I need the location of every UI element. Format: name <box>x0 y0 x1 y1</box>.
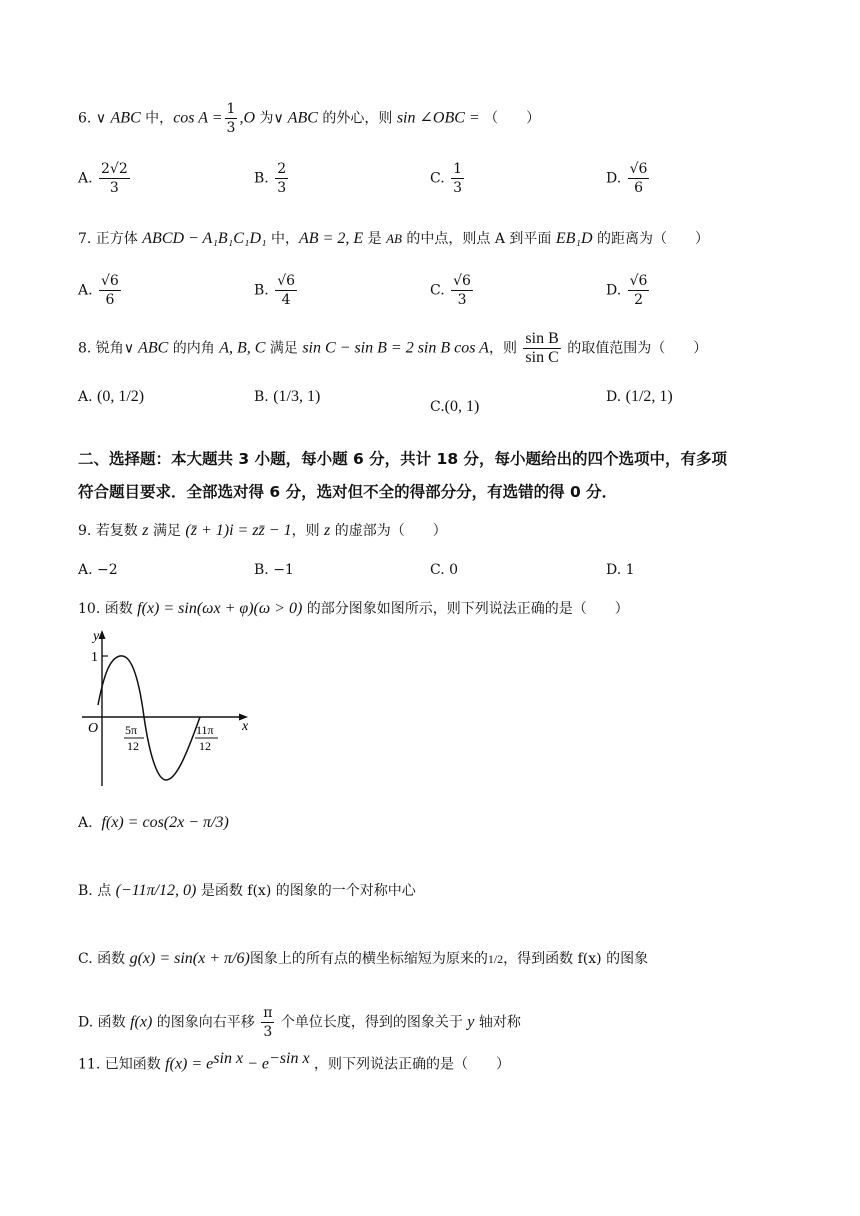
sin-ratio-fraction <box>523 330 560 367</box>
text-segment: 的内角 <box>168 340 220 357</box>
option-label: B. <box>254 170 269 187</box>
q10-option-a <box>78 814 229 832</box>
question-number: 7. 正方体 <box>78 231 143 247</box>
denominator: 6 <box>634 180 644 196</box>
question-number: 9. 若复数 <box>78 523 143 539</box>
text-segment: 是 <box>363 231 387 247</box>
option-label: A. <box>78 815 93 831</box>
x-tick-2-num: 11π <box>196 723 214 737</box>
denominator: 4 <box>281 292 291 308</box>
numerator: 2 <box>277 161 287 177</box>
q9-option-c: C. 0 <box>430 562 459 578</box>
option-label: D. 函数 <box>78 1014 131 1031</box>
interval: (0, 1) <box>444 398 480 415</box>
point-o: ,O <box>239 109 255 127</box>
question-number: 6. <box>78 110 96 127</box>
section-2-line-1: 二、选择题：本大题共 3 小题，每小题 6 分，共计 18 分，每小题给出的四个选项中，有多项 <box>78 450 728 468</box>
denominator: 3 <box>109 180 119 196</box>
triangle-symbol: ∨ <box>123 340 135 357</box>
section-2-line-2: 符合题目要求．全部选对得 6 分，选对但不全的得部分分，有选错的得 0 分． <box>78 483 618 501</box>
y-axis-arrow <box>99 630 106 639</box>
numerator: √6 <box>453 273 471 289</box>
option-label: B. <box>254 389 269 405</box>
function-expression: − e <box>243 1055 269 1073</box>
option-label: C. <box>430 399 445 415</box>
variable-z: z <box>324 522 331 539</box>
interval: (0, 1/2) <box>97 388 145 405</box>
condition: AB = 2, E <box>299 230 364 247</box>
y-variable: y <box>467 1013 475 1031</box>
option-label: D. <box>606 282 622 299</box>
option-fraction <box>275 160 288 197</box>
numerator: √6 <box>629 273 648 289</box>
option-label: D. <box>606 170 622 187</box>
question-number: 11. 已知函数 <box>78 1056 166 1073</box>
q9-option-d: D. 1 <box>606 562 635 578</box>
option-text: 图象上的所有点的横坐标缩短为原来的 <box>249 951 488 967</box>
sine-graph <box>78 628 258 790</box>
equation: sin C − sin B = 2 sin B cos A <box>302 339 489 357</box>
option-fraction <box>628 272 650 309</box>
q10-option-b <box>78 880 416 900</box>
denominator: 3 <box>453 180 463 196</box>
numerator: √6 <box>277 273 296 289</box>
q6-option-a <box>78 160 132 197</box>
q10-option-d <box>78 1004 521 1041</box>
option-fraction <box>275 272 297 309</box>
option-label: A. <box>78 389 93 405</box>
y-tick-label: 1 <box>91 650 98 665</box>
question-11 <box>78 1050 510 1074</box>
question-10 <box>78 598 629 618</box>
q8-option-c <box>430 398 479 416</box>
q8-option-d <box>606 388 673 406</box>
denominator: 3 <box>263 1024 273 1040</box>
denominator: 3 <box>457 292 467 308</box>
option-text: 轴对称 <box>474 1014 521 1031</box>
option-fraction <box>451 272 473 309</box>
point-coordinates: (−11π/12, 0) <box>115 882 197 899</box>
sin-expression: sin ∠OBC = <box>396 109 480 127</box>
option-label: B. 点 <box>78 883 112 899</box>
x-axis-label: x <box>242 719 249 734</box>
text-segment: ，则下列说法正确的是（ ） <box>309 1056 510 1073</box>
triangle-name: ABC <box>283 109 318 127</box>
option-fraction <box>451 160 464 197</box>
text-segment: 的距离为（ ） <box>592 231 709 247</box>
triangle-symbol: ∨ <box>95 110 107 127</box>
q6-option-c <box>430 160 466 197</box>
question-8 <box>78 330 707 367</box>
question-number: 8. 锐角 <box>78 340 124 357</box>
y-axis-label: y <box>93 629 100 644</box>
x-tick-1-den: 12 <box>127 739 139 753</box>
q6-option-b <box>254 160 290 197</box>
q7-option-c <box>430 272 475 309</box>
text-segment: 的部分图象如图所示，则下列说法正确的是（ ） <box>302 601 629 617</box>
cos-expression: cos A = <box>173 109 223 127</box>
q7-option-d <box>606 272 651 309</box>
q6-option-d <box>606 160 651 197</box>
equation: (z̄ + 1)i = zz̄ − 1 <box>185 522 292 539</box>
x-tick-1-num: 5π <box>125 723 138 737</box>
text-segment: 的中点，则点 A 到平面 <box>401 231 556 247</box>
triangle-name: ABC <box>110 109 141 127</box>
option-label: D. <box>606 389 622 405</box>
denominator: 2 <box>634 292 644 308</box>
text-segment: 的虚部为（ ） <box>330 523 447 539</box>
exponent: sin x <box>213 1050 244 1067</box>
plane-name: EB₁D <box>555 230 593 247</box>
numerator: √6 <box>101 273 119 289</box>
option-label: A. <box>78 170 93 187</box>
text-segment: 中， <box>140 110 174 127</box>
q8-option-a <box>78 388 144 406</box>
numerator: π <box>263 1005 273 1021</box>
numerator: √6 <box>629 161 648 177</box>
text-segment: 的外心，则 <box>317 110 397 127</box>
text-segment: 满足 <box>265 340 303 357</box>
text-segment: ，则 <box>488 340 522 357</box>
shift-fraction <box>261 1004 274 1041</box>
question-7 <box>78 228 709 248</box>
numerator: 1 <box>226 101 236 117</box>
variable-z: z <box>142 522 149 539</box>
text-segment: ，则 <box>291 523 325 539</box>
answer-paren: （ ） <box>484 110 541 127</box>
denominator: sin C <box>525 349 559 366</box>
triangle-name: ABC <box>134 339 169 357</box>
half-fraction: 1/2 <box>487 952 504 966</box>
option-label: C. <box>430 170 445 187</box>
numerator: sin B <box>525 330 559 347</box>
interval: (1/3, 1) <box>273 388 321 405</box>
option-label: C. <box>430 282 445 299</box>
exponent: −sin x <box>268 1050 310 1067</box>
text-segment: 为 <box>255 110 274 127</box>
denominator: 3 <box>277 180 287 196</box>
sine-curve <box>98 656 200 780</box>
option-label: A. <box>78 282 93 299</box>
option-fraction <box>628 160 650 197</box>
q10-option-c <box>78 948 648 968</box>
function-g: g(x) = sin(x + π/6) <box>129 950 250 967</box>
option-text: 的图象向右平移 <box>152 1014 260 1031</box>
option-text: 是函数 f(x) 的图象的一个对称中心 <box>200 883 416 899</box>
option-label: B. <box>254 282 269 299</box>
triangle-symbol: ∨ <box>273 110 284 127</box>
text-segment: 中， <box>266 231 300 247</box>
numerator: 1 <box>453 161 463 177</box>
text-segment: 的取值范围为（ ） <box>562 340 708 357</box>
denominator: 6 <box>105 292 115 308</box>
option-text: 个单位长度，得到的图象关于 <box>276 1014 468 1031</box>
question-6 <box>78 100 540 137</box>
text-segment: 满足 <box>148 523 186 539</box>
angles: A, B, C <box>219 339 266 357</box>
option-fraction <box>99 272 121 309</box>
q8-option-b <box>254 388 320 406</box>
segment-ab: AB <box>386 231 402 246</box>
function-f: f(x) <box>130 1013 153 1031</box>
cube-name: ABCD − A₁B₁C₁D₁ <box>142 230 267 247</box>
option-fraction <box>99 160 130 197</box>
numerator: 2√2 <box>101 161 128 177</box>
option-label: C. 函数 <box>78 951 130 967</box>
q7-option-a <box>78 272 123 309</box>
option-expression: f(x) = cos(2x − π/3) <box>101 814 229 831</box>
origin-label: O <box>88 721 99 736</box>
function-expression: f(x) = sin(ωx + φ)(ω > 0) <box>137 600 303 617</box>
question-number: 10. 函数 <box>78 601 138 617</box>
denominator: 3 <box>226 120 236 136</box>
q9-option-a: A. −2 <box>78 562 118 578</box>
q7-option-b <box>254 272 299 309</box>
option-text: ，得到函数 f(x) 的图象 <box>503 951 649 967</box>
question-9 <box>78 520 447 540</box>
function-expression: f(x) = e <box>165 1055 214 1073</box>
x-tick-2-den: 12 <box>199 739 211 753</box>
q9-option-b: B. −1 <box>254 562 294 578</box>
interval: (1/2, 1) <box>625 388 673 405</box>
fraction-one-third <box>225 100 238 137</box>
